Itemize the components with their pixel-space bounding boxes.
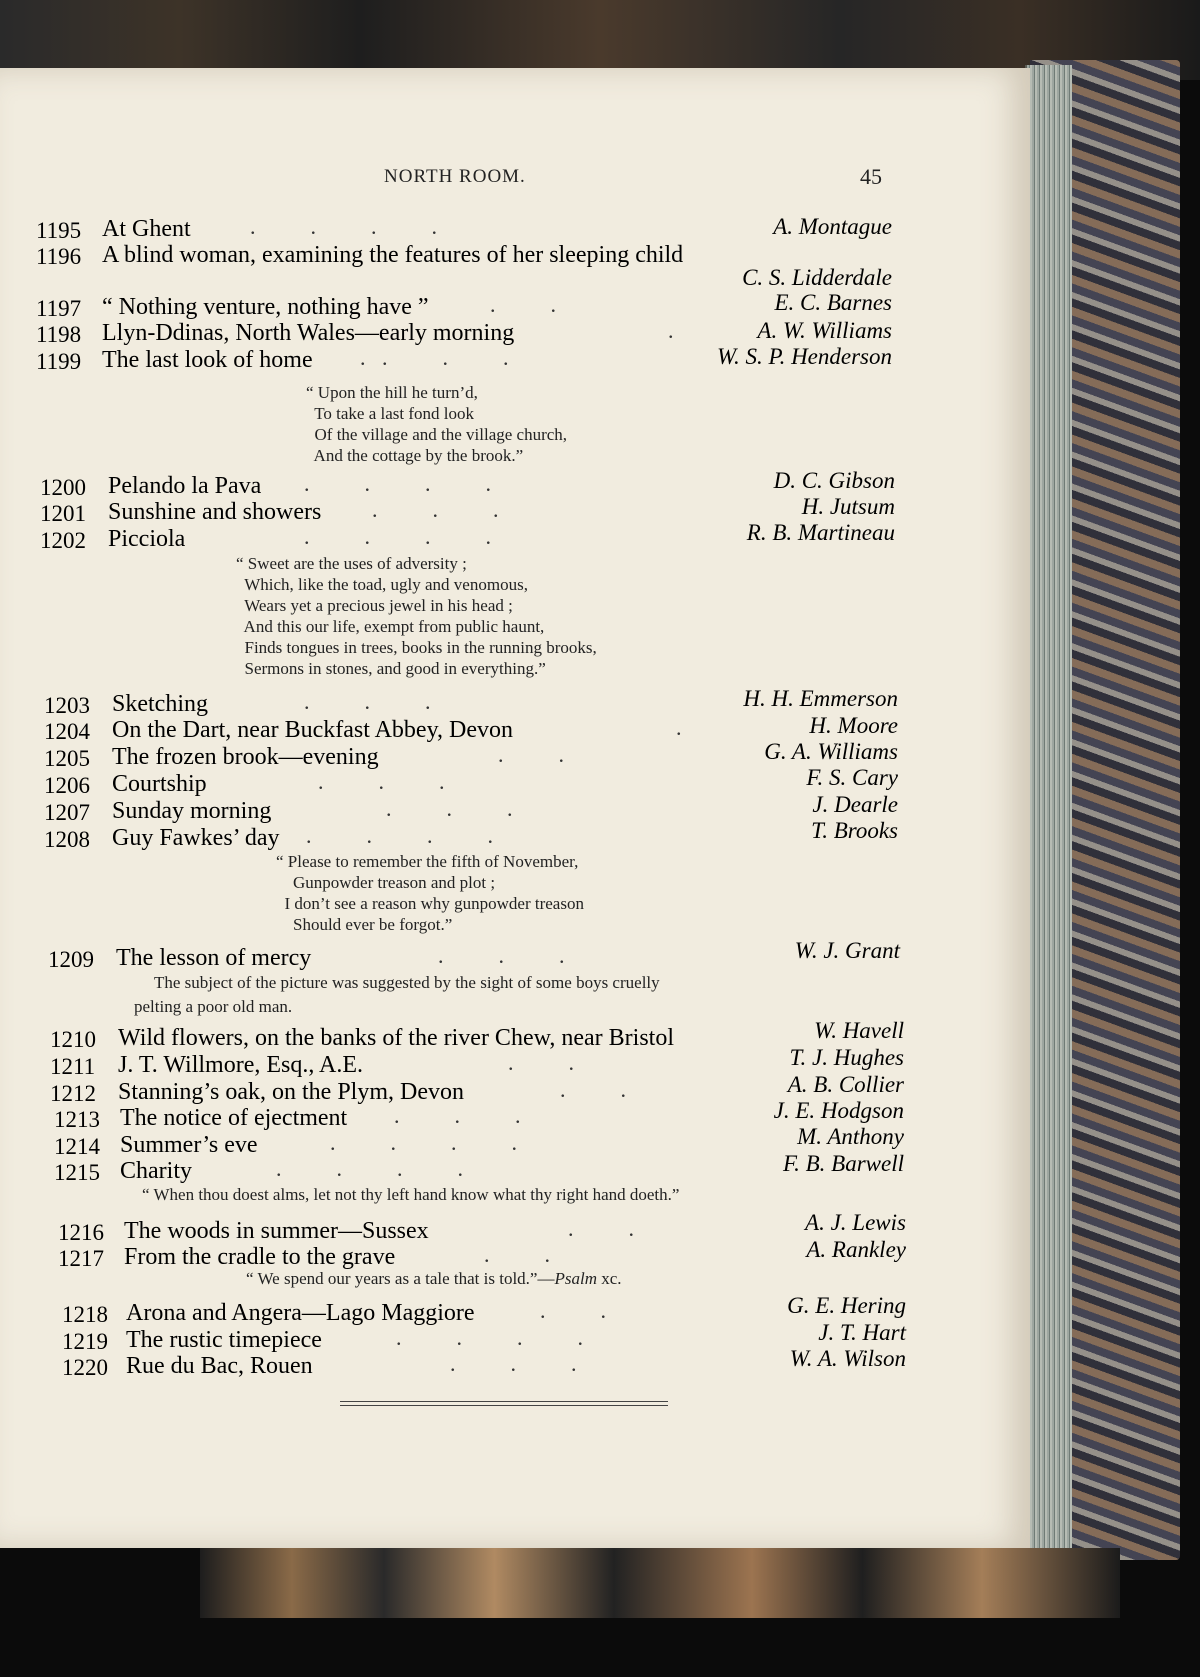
leader-dots: . . xyxy=(490,292,556,317)
leader-dots: . . . xyxy=(318,769,445,794)
page-number: 45 xyxy=(860,164,882,189)
entry-number: 1215 xyxy=(54,1160,100,1185)
verse-quote-1217-text: “ We spend our years as a tale that is told.”— xyxy=(246,1269,555,1288)
entry-title: A blind woman, examining the features of her sleeping child xyxy=(102,242,684,268)
entry-artist: A. Rankley xyxy=(806,1237,906,1262)
entry-artist: T. J. Hughes xyxy=(789,1045,904,1070)
entry-number: 1200 xyxy=(40,475,86,500)
leader-dots: . . . . xyxy=(330,1130,517,1155)
entry-number: 1198 xyxy=(36,322,82,347)
verse-quote-1217 xyxy=(246,1268,622,1289)
entry-artist: W. A. Wilson xyxy=(789,1346,906,1371)
leader-dots: . . . xyxy=(304,689,431,714)
entry-title: The last look of home xyxy=(102,347,313,373)
verse-quote-1215: “ When thou doest alms, let not thy left hand know what thy right hand doeth.” xyxy=(142,1185,680,1204)
leader-dots: . . . . xyxy=(306,823,493,848)
entry-artist: G. E. Hering xyxy=(787,1293,906,1318)
entry-artist: A. Montague xyxy=(773,214,892,239)
entry-number: 1205 xyxy=(44,746,90,771)
cover-marbling-bottom xyxy=(200,1548,1120,1618)
entry-title: Pelando la Pava xyxy=(108,473,262,499)
entry-number: 1196 xyxy=(36,244,82,269)
entry-number: 1218 xyxy=(62,1302,108,1327)
entry-title: Stanning’s oak, on the Plym, Devon xyxy=(118,1079,464,1105)
entry-title: Guy Fawkes’ day xyxy=(112,825,280,851)
verse-quote-1208: “ Please to remember the fifth of November, Gunpowder treason and plot ; I don’t see a reason why gunpowder treason Should ever be forgot.” xyxy=(276,852,584,934)
entry-artist: C. S. Lidderdale xyxy=(742,265,892,290)
entry-artist: R. B. Martineau xyxy=(746,520,895,545)
entry-title: Sunshine and showers xyxy=(108,499,322,525)
entry-number: 1219 xyxy=(62,1329,108,1354)
entry-number: 1207 xyxy=(44,800,90,825)
entry-number: 1208 xyxy=(44,827,90,852)
leader-dots: . . . . xyxy=(396,1325,583,1350)
leader-dots: . . . xyxy=(450,1351,577,1376)
leader-dots: . . . . xyxy=(276,1156,463,1181)
leader-dots: . . . . xyxy=(250,214,437,239)
entry-title: From the cradle to the grave xyxy=(124,1244,396,1270)
leader-dots: . . . xyxy=(394,1103,521,1128)
entry-artist: T. Brooks xyxy=(811,818,898,843)
leader-dots: . . . . xyxy=(304,524,491,549)
entry-number: 1210 xyxy=(50,1027,96,1052)
leader-dots: . . . xyxy=(386,796,513,821)
leader-dots: . . xyxy=(568,1216,634,1241)
entry-title: “ Nothing venture, nothing have ” xyxy=(102,294,429,320)
verse-quote-1217-source: Psalm xyxy=(554,1269,597,1288)
entry-number: 1204 xyxy=(44,719,90,744)
leader-dots: . xyxy=(668,318,674,343)
verse-quote-1199: “ Upon the hill he turn’d, To take a last fond look Of the village and the village church, And the cottage by the brook.” xyxy=(306,383,568,465)
entry-artist: H. Moore xyxy=(809,713,898,738)
entry-artist: G. A. Williams xyxy=(764,739,898,764)
entry-title: At Ghent xyxy=(102,216,191,242)
entry-number: 1199 xyxy=(36,349,82,374)
entry-title: Courtship xyxy=(112,771,207,797)
leader-dots: . . xyxy=(540,1298,606,1323)
entry-artist: W. S. P. Henderson xyxy=(716,344,892,369)
closing-rule-top xyxy=(340,1401,668,1402)
page-fore-edge xyxy=(1025,65,1072,1555)
note-1209-line1: The subject of the picture was suggested by the sight of some boys cruelly xyxy=(154,973,660,992)
entry-title: Sketching xyxy=(112,691,208,717)
entry-title: Rue du Bac, Rouen xyxy=(126,1353,313,1379)
entry-title: The lesson of mercy xyxy=(116,945,312,971)
leader-dots: . . xyxy=(498,742,564,767)
entry-title: The rustic timepiece xyxy=(126,1327,322,1353)
entry-number: 1209 xyxy=(48,947,94,972)
leader-dots: . . . xyxy=(438,943,565,968)
entry-title: Picciola xyxy=(108,526,186,552)
entry-title: The notice of ejectment xyxy=(120,1105,348,1131)
note-1209-line2: pelting a poor old man. xyxy=(134,997,293,1016)
entry-artist: J. E. Hodgson xyxy=(773,1098,904,1123)
entry-artist: A. B. Collier xyxy=(787,1072,904,1097)
entry-artist: H. H. Emmerson xyxy=(743,686,898,711)
closing-rule-bottom xyxy=(340,1405,668,1406)
entry-title: Charity xyxy=(120,1158,192,1184)
entry-number: 1212 xyxy=(50,1081,96,1106)
leader-dots: . . xyxy=(560,1077,626,1102)
leader-dots: . . xyxy=(484,1242,550,1267)
entry-artist: A. J. Lewis xyxy=(805,1210,906,1235)
entry-artist: F. B. Barwell xyxy=(783,1151,904,1176)
entry-number: 1202 xyxy=(40,528,86,553)
entry-artist: A. W. Williams xyxy=(757,318,892,343)
verse-quote-1217-chapter: xc. xyxy=(596,1269,622,1288)
verse-quote-1202: “ Sweet are the uses of adversity ; Which, like the toad, ugly and venomous, Wears yet a precious jewel in his head ; And this our life, exempt from public haunt, Finds tongues in trees, books in the running brooks, Sermons in stones, and good in everything.” xyxy=(236,554,597,678)
entry-number: 1214 xyxy=(54,1134,100,1159)
entry-artist: M. Anthony xyxy=(797,1124,904,1149)
entry-number: 1201 xyxy=(40,501,86,526)
leader-dots: . xyxy=(676,715,682,740)
entry-title: On the Dart, near Buckfast Abbey, Devon xyxy=(112,717,513,743)
entry-artist: H. Jutsum xyxy=(801,494,895,519)
leader-dots: . . . . xyxy=(360,345,509,370)
entry-artist: J. Dearle xyxy=(812,792,898,817)
entry-number: 1213 xyxy=(54,1107,100,1132)
entry-number: 1217 xyxy=(58,1246,104,1271)
entry-number: 1220 xyxy=(62,1355,108,1380)
entry-artist: J. T. Hart xyxy=(818,1320,906,1345)
entry-number: 1195 xyxy=(36,218,82,243)
entry-artist: W. Havell xyxy=(814,1018,904,1043)
leader-dots: . . . . xyxy=(304,471,491,496)
leader-dots: . . xyxy=(508,1050,574,1075)
entry-title: Sunday morning xyxy=(112,798,272,824)
entry-title: Llyn-Ddinas, North Wales—early morning xyxy=(102,320,515,346)
entry-title: Summer’s eve xyxy=(120,1132,258,1158)
running-header: NORTH ROOM. xyxy=(384,166,526,187)
entry-title: The frozen brook—evening xyxy=(112,744,379,770)
entry-artist: W. J. Grant xyxy=(794,938,900,963)
entry-number: 1216 xyxy=(58,1220,104,1245)
entry-artist: F. S. Cary xyxy=(806,765,898,790)
entry-number: 1211 xyxy=(50,1054,96,1079)
entry-number: 1197 xyxy=(36,296,82,321)
entry-title: The woods in summer—Sussex xyxy=(124,1218,429,1244)
entry-title: J. T. Willmore, Esq., A.E. xyxy=(118,1052,364,1078)
entry-title: Arona and Angera—Lago Maggiore xyxy=(126,1300,475,1326)
entry-artist: D. C. Gibson xyxy=(773,468,895,493)
entry-number: 1206 xyxy=(44,773,90,798)
entry-artist: E. C. Barnes xyxy=(774,290,892,315)
entry-number: 1203 xyxy=(44,693,90,718)
leader-dots: . . . xyxy=(372,497,499,522)
entry-title: Wild flowers, on the banks of the river Chew, near Bristol xyxy=(118,1025,675,1051)
